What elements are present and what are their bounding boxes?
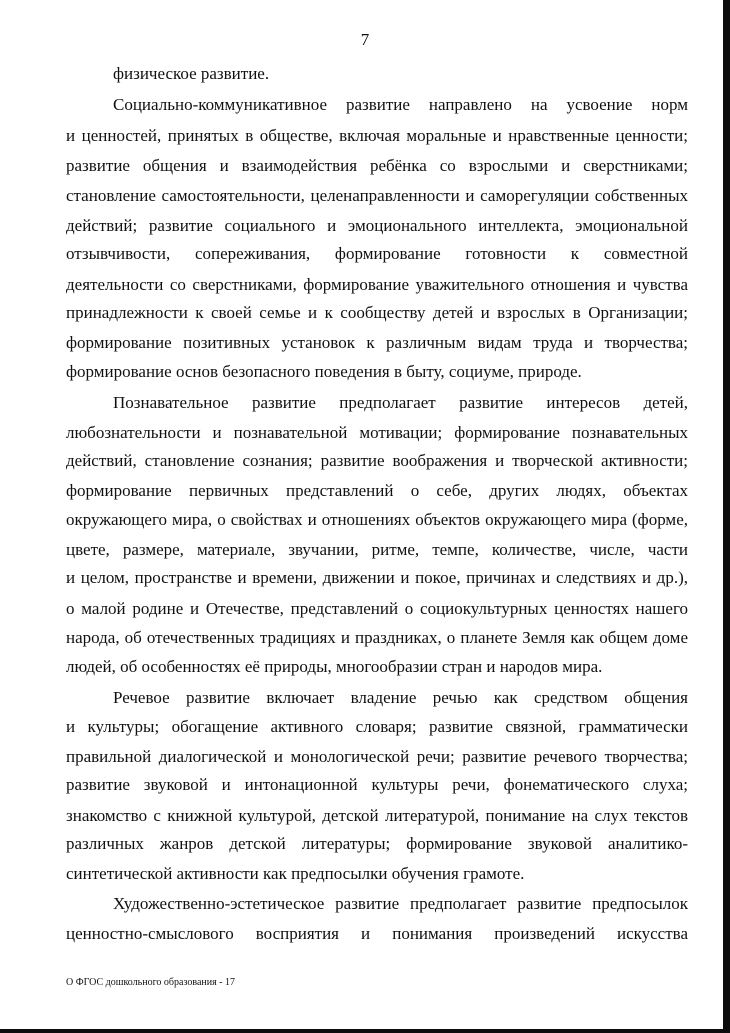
text-line: народа, об отечественных традициях и праздниках, о планете Земля как общем доме	[66, 628, 688, 647]
text-line: формирование позитивных установок к различным видам труда и творчества;	[66, 333, 688, 352]
text-line: деятельности со сверстниками, формирование уважительного отношения и чувства	[66, 275, 688, 294]
text-line: формирование первичных представлений о себе, других людях, объектах	[66, 481, 688, 500]
text-line: и целом, пространстве и времени, движении и покое, причинах и следствиях и др.),	[66, 568, 688, 587]
text-line: принадлежности к своей семье и к сообществу детей и взрослых в Организации;	[66, 303, 688, 322]
text-line: развитие звуковой и интонационной культуры речи, фонематического слуха;	[66, 775, 688, 794]
text-line: о малой родине и Отечестве, представлений о социокультурных ценностях нашего	[66, 599, 688, 618]
text-line: различных жанров детской литературы; формирование звуковой аналитико-	[66, 834, 688, 853]
scan-edge-right	[723, 0, 730, 1033]
text-line: правильной диалогической и монологической речи; развитие речевого творчества;	[66, 747, 688, 766]
text-line: и культуры; обогащение активного словаря; развитие связной, грамматически	[66, 717, 688, 736]
text-line: становление самостоятельности, целенаправленности и саморегуляции собственных	[66, 186, 688, 205]
text-line: отзывчивости, сопереживания, формирование готовности к совместной	[66, 244, 688, 263]
page-number: 7	[360, 30, 370, 49]
page-footer: О ФГОС дошкольного образования - 17	[66, 977, 236, 988]
text-line: любознательности и познавательной мотивации; формирование познавательных	[66, 423, 688, 442]
text-line: знакомство с книжной культурой, детской литературой, понимание на слух текстов	[66, 806, 688, 825]
paragraph-first-line: Социально-коммуникативное развитие направлено на усвоение норм	[113, 95, 688, 114]
text-line: физическое развитие.	[113, 64, 270, 83]
text-line: и ценностей, принятых в обществе, включая моральные и нравственные ценности;	[66, 126, 688, 145]
paragraph-first-line: Познавательное развитие предполагает развитие интересов детей,	[113, 393, 688, 412]
paragraph-last-line: синтетической активности как предпосылки обучения грамоте.	[66, 864, 525, 883]
paragraph-last-line: формирование основ безопасного поведения в быту, социуме, природе.	[66, 362, 582, 381]
text-line: действий, становление сознания; развитие воображения и творческой активности;	[66, 451, 688, 470]
paragraph-last-line: людей, об особенностях её природы, многообразии стран и народов мира.	[66, 657, 603, 676]
text-line: цвете, размере, материале, звучании, ритме, темпе, количестве, числе, части	[66, 540, 688, 559]
text-line: развитие общения и взаимодействия ребёнка со взрослыми и сверстниками;	[66, 156, 688, 175]
paragraph-first-line: Художественно-эстетическое развитие предполагает развитие предпосылок	[113, 894, 688, 913]
scan-edge-bottom	[0, 1029, 730, 1033]
text-line: окружающего мира, о свойствах и отношениях объектов окружающего мира (форме,	[66, 510, 688, 529]
text-line: действий; развитие социального и эмоционального интеллекта, эмоциональной	[66, 216, 688, 235]
paragraph-first-line: Речевое развитие включает владение речью как средством общения	[113, 688, 688, 707]
text-line: ценностно-смыслового восприятия и понимания произведений искусства	[66, 924, 688, 943]
